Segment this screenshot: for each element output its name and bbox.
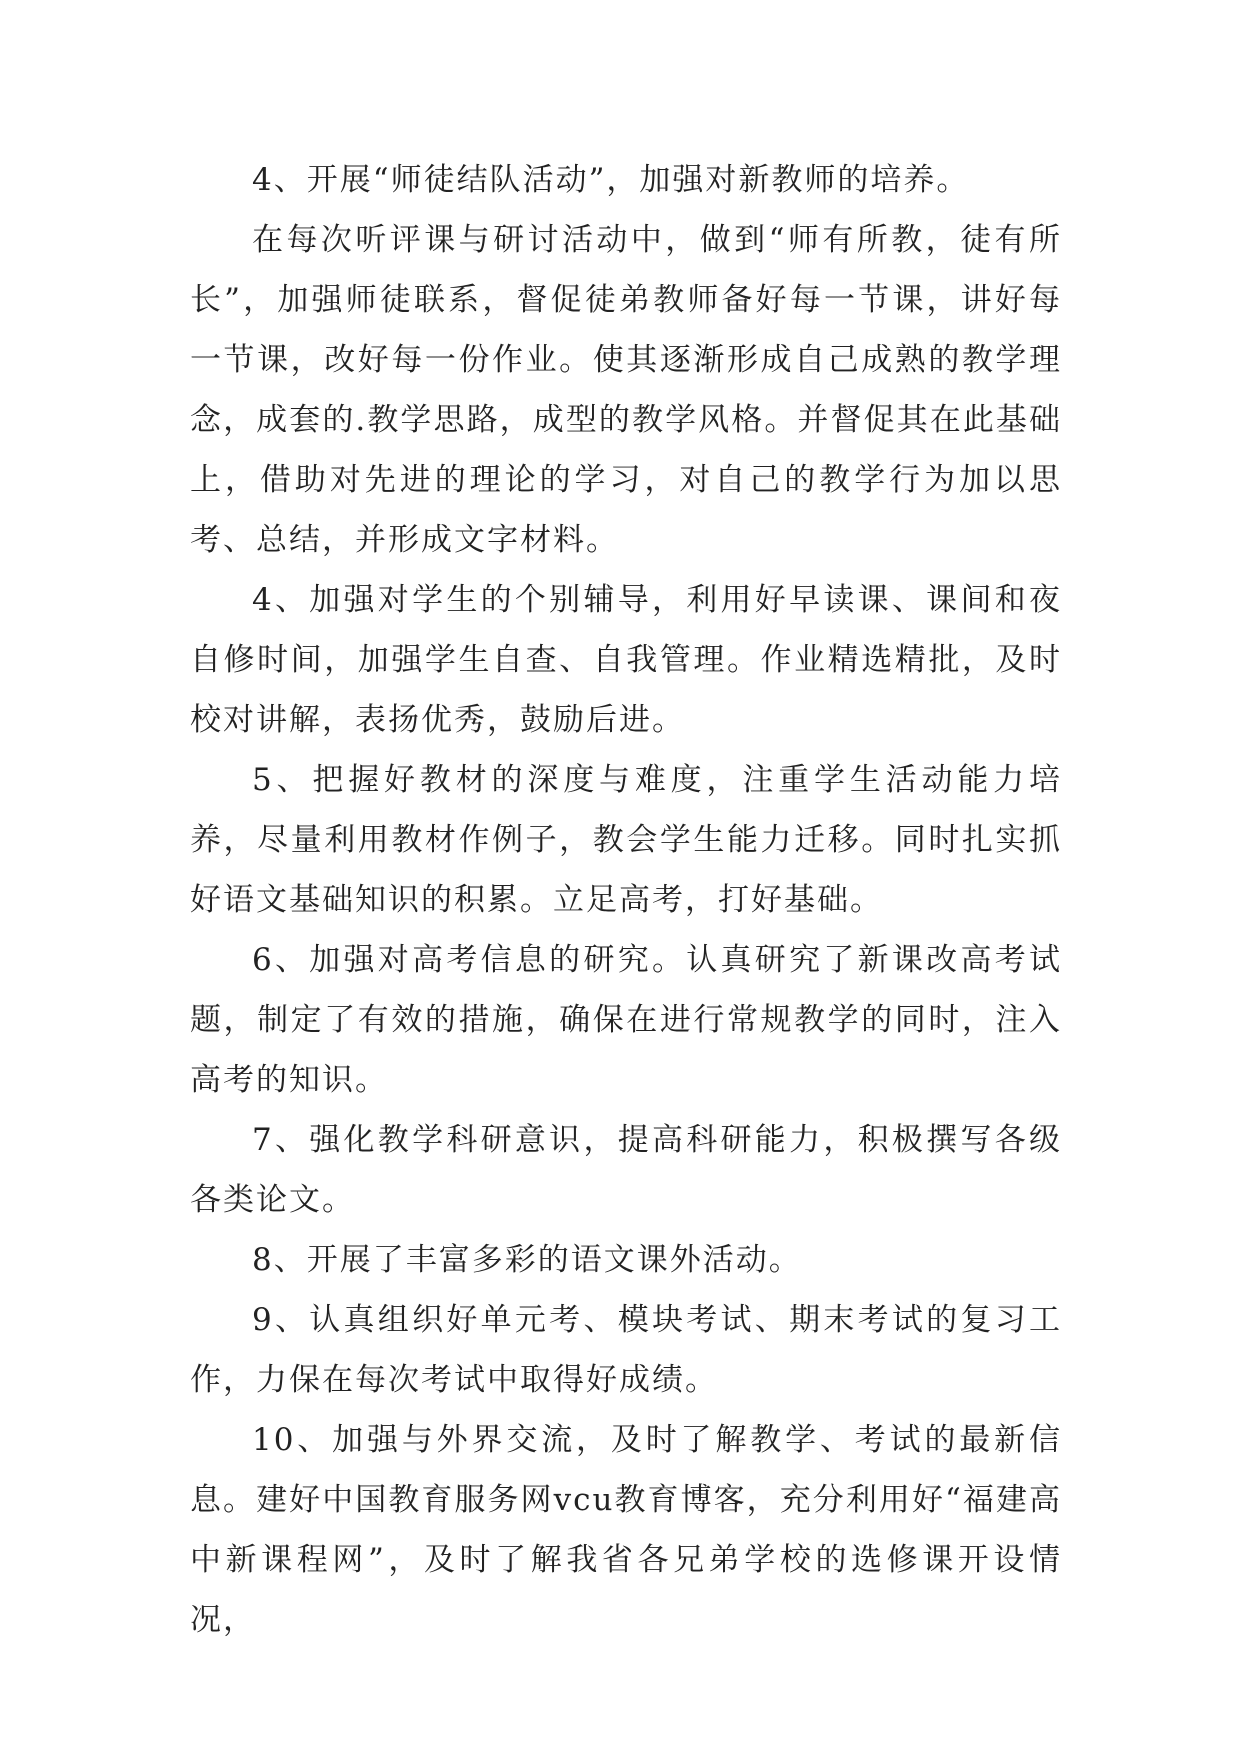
paragraph-external-exchange: 10、加强与外界交流，及时了解教学、考试的最新信息。建好中国教育服务网vcu教育博客，充分利用好“福建高中新课程网”，及时了解我省各兄弟学校的选修课开设情况， xyxy=(190,1422,1062,1638)
paragraph-mentoring-heading: 4、开展“师徒结队活动”，加强对新教师的培养。 xyxy=(252,162,970,198)
paragraph-research-awareness: 7、强化教学科研意识，提高科研能力，积极撰写各级各类论文。 xyxy=(190,1122,1062,1218)
paragraph-individual-tutoring: 4、加强对学生的个别辅导，利用好早读课、课间和夜自修时间，加强学生自查、自我管理。作业精选精批，及时校对讲解，表扬优秀，鼓励后进。 xyxy=(190,582,1062,738)
paragraph-mentoring-detail: 在每次听评课与研讨活动中，做到“师有所教，徒有所长”，加强师徒联系，督促徒弟教师备好每一节课，讲好每一节课，改好每一份作业。使其逐渐形成自己成熟的教学理念，成套的.教学思路，成型的教学风格。并督促其在此基础上，借助对先进的理论的学习，对自己的教学行为加以思考、总结，并形成文字材料。 xyxy=(190,222,1062,558)
paragraph-exam-research: 6、加强对高考信息的研究。认真研究了新课改高考试题，制定了有效的措施，确保在进行常规教学的同时，注入高考的知识。 xyxy=(190,942,1062,1098)
paragraph-textbook-depth: 5、把握好教材的深度与难度，注重学生活动能力培养，尽量利用教材作例子，教会学生能力迁移。同时扎实抓好语文基础知识的积累。立足高考，打好基础。 xyxy=(190,762,1062,918)
document-body xyxy=(190,150,1062,1650)
paragraph-extracurricular: 8、开展了丰富多彩的语文课外活动。 xyxy=(252,1242,802,1278)
paragraph-exam-review: 9、认真组织好单元考、模块考试、期末考试的复习工作，力保在每次考试中取得好成绩。 xyxy=(190,1302,1062,1398)
